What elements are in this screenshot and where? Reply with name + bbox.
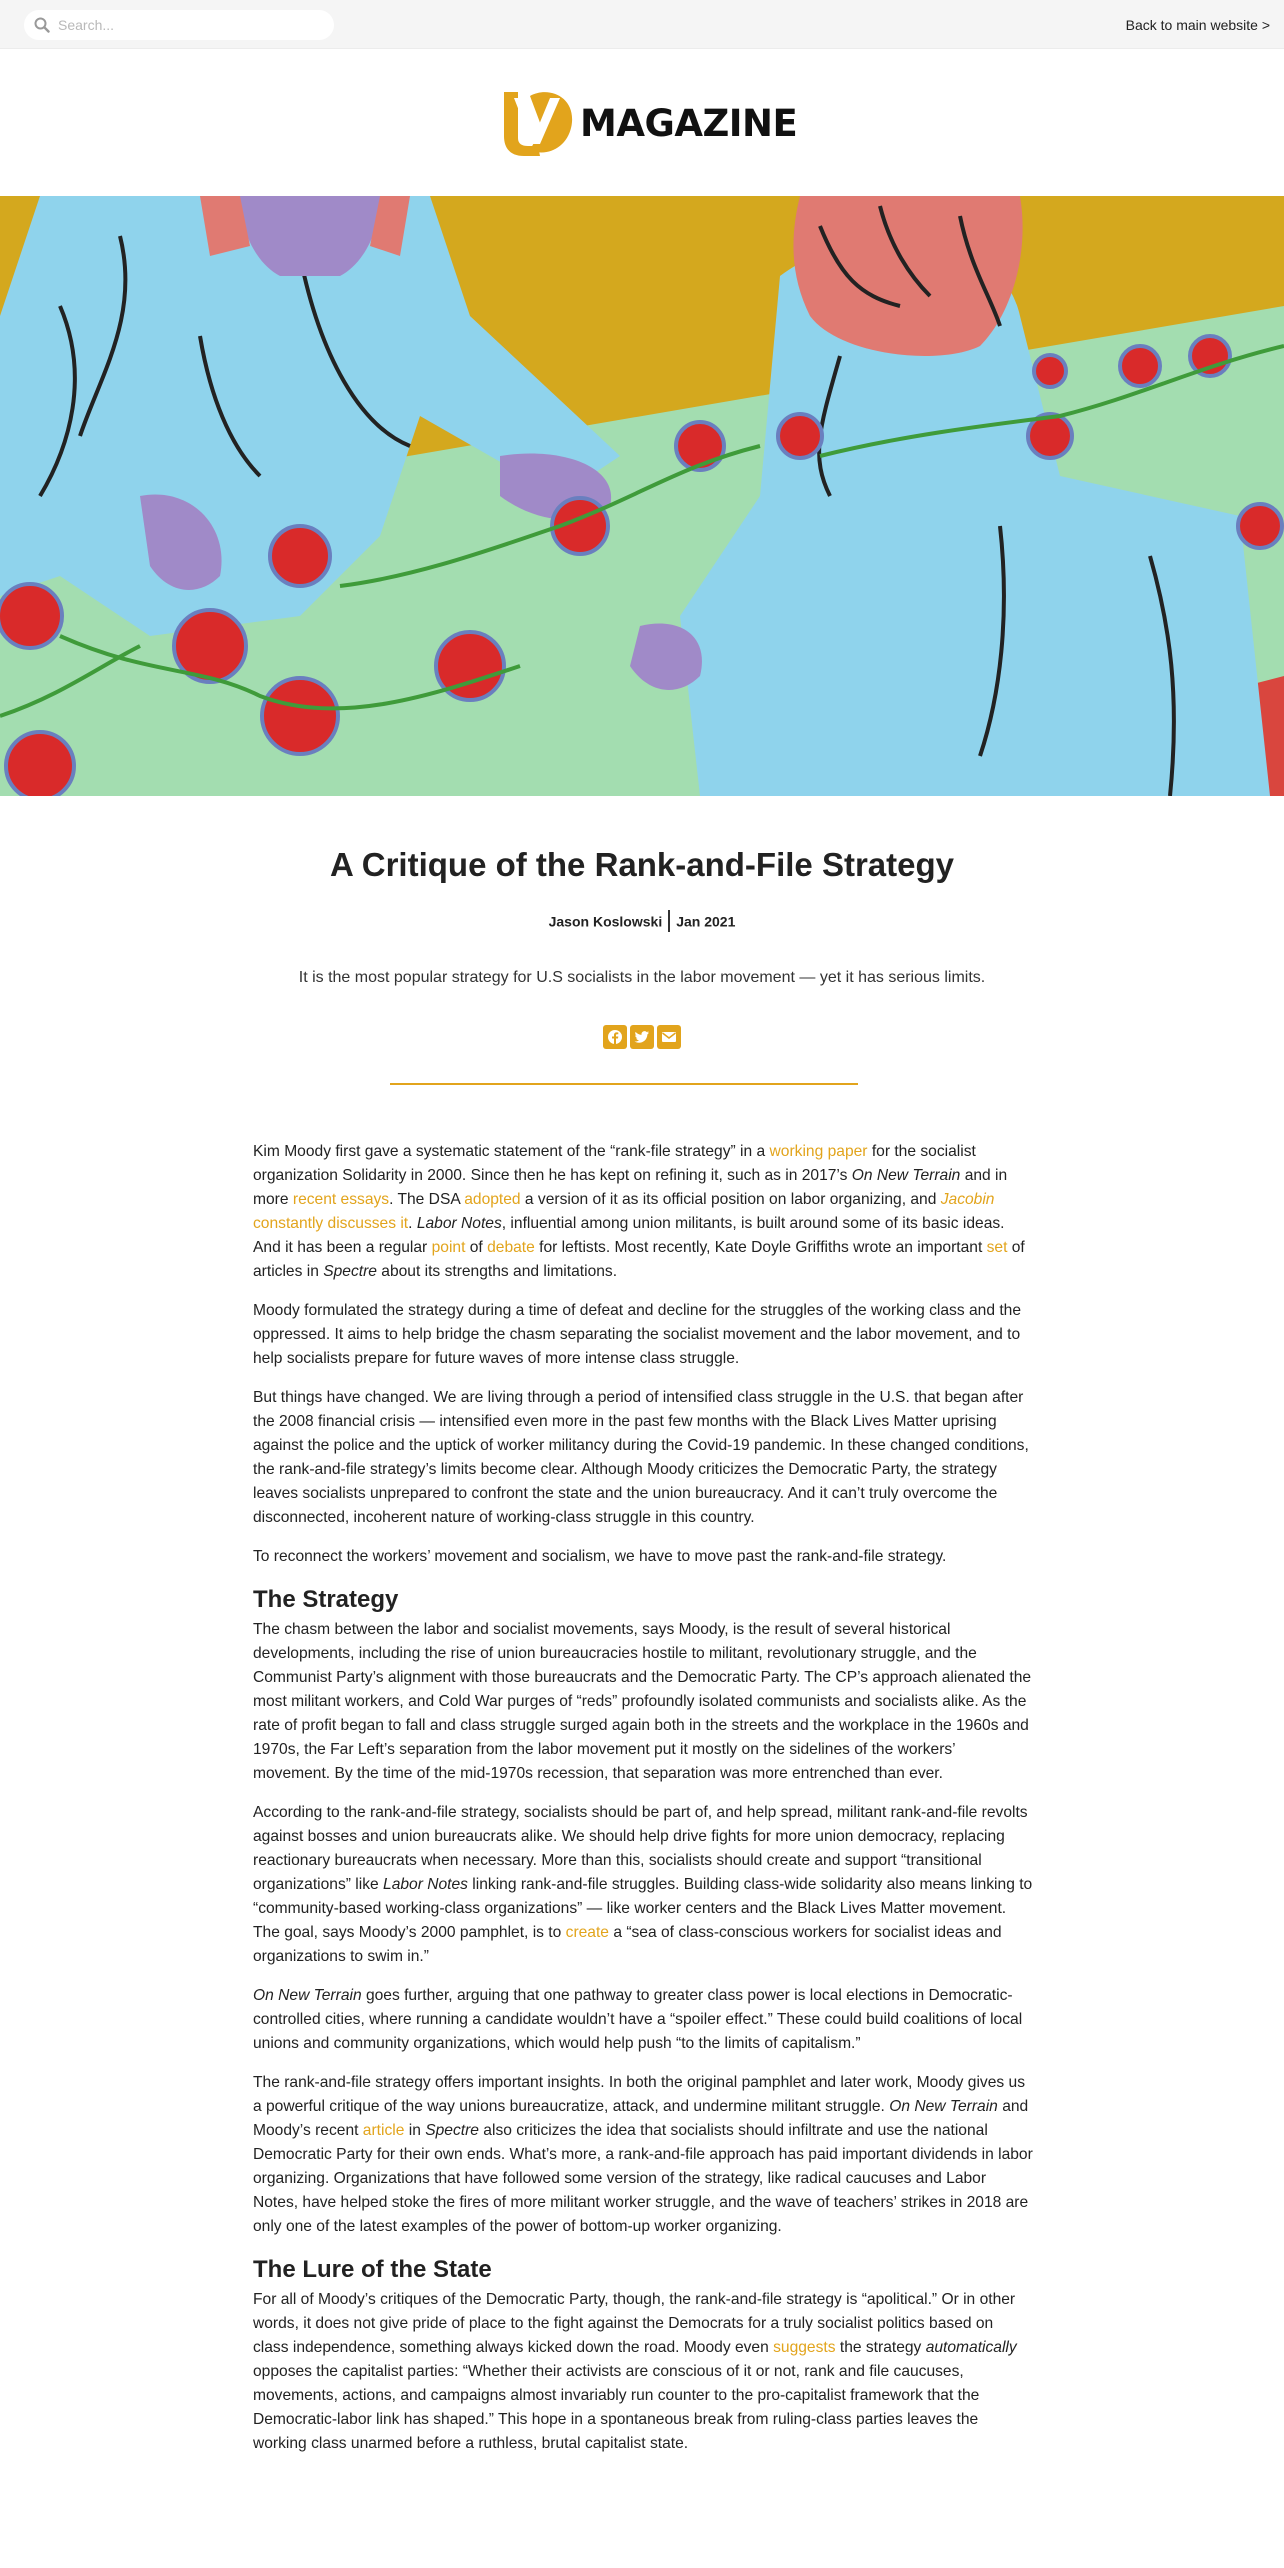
paragraph-2: Moody formulated the strategy during a time of defeat and decline for the struggles of the working class and the oppressed. It aims to help bridge the chasm separating the socialist movement and the labor movement, and to help socialists prepare for future waves of more intense class struggle. bbox=[253, 1302, 1021, 1367]
email-icon bbox=[661, 1029, 677, 1045]
italic-text: automatically bbox=[925, 2339, 1017, 2356]
lv-logo-mark bbox=[504, 88, 574, 156]
byline bbox=[0, 912, 1284, 934]
share-facebook-button[interactable] bbox=[603, 1025, 627, 1049]
paragraph-8 bbox=[253, 2071, 1033, 2239]
text: of bbox=[465, 1239, 488, 1256]
text: . bbox=[408, 1215, 417, 1232]
top-bar bbox=[0, 0, 1284, 49]
italic-text: On New Terrain bbox=[889, 2098, 998, 2115]
byline-divider bbox=[668, 910, 670, 932]
italic-text: Labor Notes bbox=[416, 1215, 502, 1232]
link-article[interactable]: article bbox=[362, 2122, 405, 2139]
text: a version of it as its official position on labor organizing, and bbox=[520, 1191, 941, 1208]
share-email-button[interactable] bbox=[657, 1025, 681, 1049]
text: , influential among union militants, is built around some of its basic ideas. And it has been a regular bbox=[253, 1215, 1005, 1256]
text: about its strengths and limitations. bbox=[376, 1263, 618, 1280]
link-point[interactable]: point bbox=[431, 1239, 466, 1256]
italic-text: Jacobin bbox=[940, 1191, 995, 1208]
paragraph-3: But things have changed. We are living through a period of intensified class struggle in the U.S. that began after the 2008 financial crisis — intensified even more in the past few months with the Black Lives Matter uprising against the police and the uptick of worker militancy during the Covid-19 pandemic. In these changed conditions, the rank-and-file strategy’s limits become clear. Although Moody criticizes the Democratic Party, the strategy leaves socialists unprepared to confront the state and the union bureaucracy. And it can’t truly overcome the disconnected, incoherent nature of working-class struggle in this country. bbox=[253, 1389, 1029, 1526]
text: linking rank-and-file struggles. Building class-wide solidarity also means linking to “community-based working-class organizations” — like worker centers and the Black Lives Matter movement. The goal, says Moody’s 2000 pamphlet, is to bbox=[253, 1876, 1033, 1941]
text: in bbox=[404, 2122, 426, 2139]
text: and Moody’s recent bbox=[253, 2098, 1029, 2139]
paragraph-1 bbox=[253, 1140, 1033, 1284]
text: constantly discusses it bbox=[253, 1215, 409, 1232]
section-heading-strategy: The Strategy bbox=[253, 1586, 399, 1613]
text: of articles in bbox=[253, 1239, 1025, 1280]
search-box[interactable] bbox=[24, 10, 334, 40]
paragraph-4: To reconnect the workers’ movement and socialism, we have to move past the rank-and-file strategy. bbox=[253, 1548, 947, 1565]
text: Kim Moody first gave a systematic statement of the “rank-file strategy” in a bbox=[253, 1143, 770, 1160]
share-buttons bbox=[603, 1025, 681, 1049]
twitter-icon bbox=[634, 1029, 650, 1045]
hero-illustration bbox=[0, 196, 1284, 796]
paragraph-6 bbox=[253, 1801, 1033, 1969]
paragraph-5: The chasm between the labor and socialist movements, says Moody, is the result of several historical developments, including the rise of union bureaucracies hostile to militant, revolutionary struggle, and the Communist Party’s alignment with those bureaucrats and the Democratic Party. The CP’s approach alienated the most militant workers, and Cold War purges of “reds” profoundly isolated communists and socialists alike. As the rate of profit began to fall and class struggle surged again both in the streets and the workplace in the 1960s and 1970s, the Far Left’s separation from the labor movement put it mostly on the sidelines of the workers’ movement. By the time of the mid-1970s recession, that separation was more entrenched than ever. bbox=[253, 1621, 1032, 1782]
search-input[interactable] bbox=[58, 14, 318, 36]
text: for the socialist organization Solidarity in 2000. Since then he has kept on refining it, such as in 2017’s bbox=[253, 1143, 976, 1184]
italic-text: Labor Notes bbox=[383, 1876, 468, 1893]
article-subtitle: It is the most popular strategy for U.S socialists in the labor movement — yet it has serious limits. bbox=[298, 969, 986, 986]
facebook-icon bbox=[607, 1029, 623, 1045]
site-logo[interactable] bbox=[504, 86, 798, 158]
link-adopted[interactable]: adopted bbox=[464, 1191, 521, 1208]
back-to-main-website-link[interactable]: Back to main website > bbox=[1125, 17, 1270, 33]
italic-text: Spectre bbox=[323, 1263, 377, 1280]
article-body bbox=[253, 1140, 1033, 2471]
text: the strategy bbox=[835, 2339, 926, 2356]
header-divider bbox=[390, 1083, 858, 1085]
italic-text: On New Terrain bbox=[851, 1167, 961, 1184]
section-heading-lure-of-the-state: The Lure of the State bbox=[253, 2256, 492, 2283]
text: and in more bbox=[253, 1167, 1008, 1208]
publish-date: Jan 2021 bbox=[676, 913, 736, 930]
article-title: A Critique of the Rank-and-File Strategy bbox=[329, 846, 954, 883]
link-debate[interactable]: debate bbox=[487, 1239, 535, 1256]
text: According to the rank-and-file strategy, socialists should be part of, and help spread, militant rank-and-file revolts against bosses and union bureaucrats alike. We should help drive fights for more union democracy, replacing reactionary bureaucrats when necessary. More than this, socialists should create and support “transitional organizations” like bbox=[253, 1804, 1028, 1893]
text: also criticizes the idea that socialists should infiltrate and use the national Democratic Party for their own ends. What’s more, a rank-and-file approach has paid important dividends in labor organizing. Organizations that have followed some version of the strategy, like radical caucuses and Labor Notes, have helped stoke the fires of more militant worker struggle, and the wave of teachers’ strikes in 2018 are only one of the latest examples of the power of bottom-up worker organizing. bbox=[253, 2122, 1033, 2235]
link-set[interactable]: set bbox=[986, 1239, 1008, 1256]
link-suggests[interactable]: suggests bbox=[773, 2339, 836, 2356]
text: for leftists. Most recently, Kate Doyle Griffiths wrote an important bbox=[534, 1239, 987, 1256]
link-recent-essays[interactable]: recent essays bbox=[292, 1191, 390, 1208]
text: a “sea of class-conscious workers for socialist ideas and organizations to swim in.” bbox=[253, 1924, 1002, 1965]
paragraph-7 bbox=[253, 1984, 1033, 2056]
text: The rank-and-file strategy offers important insights. In both the original pamphlet and later work, Moody gives us a powerful critique of the way unions bureaucratize, attack, and undermine militant struggle. bbox=[253, 2074, 1025, 2115]
text: . The DSA bbox=[389, 1191, 465, 1208]
share-twitter-button[interactable] bbox=[630, 1025, 654, 1049]
paragraph-9 bbox=[253, 2288, 1033, 2456]
logo-wordmark: MAGAZINE bbox=[580, 102, 798, 145]
text: goes further, arguing that one pathway to greater class power is local elections in Democratic-controlled cities, where running a candidate wouldn’t have a “spoiler effect.” These could build coalitions of local unions and community organizations, which would help push “to the limits of capitalism.” bbox=[253, 1987, 1023, 2052]
author-name[interactable]: Jason Koslowski bbox=[548, 913, 663, 930]
italic-text: On New Terrain bbox=[253, 1987, 362, 2004]
italic-text: Spectre bbox=[425, 2122, 479, 2139]
link-working-paper[interactable]: working paper bbox=[769, 1143, 868, 1160]
search-icon bbox=[34, 17, 50, 33]
text: opposes the capitalist parties: “Whether their activists are conscious of it or not, rank and file caucuses, movements, actions, and campaigns almost invariably run counter to the pro-capitalist framework that the Democratic-labor link has shaped.” This hope in a spontaneous break from ruling-class parties leaves the working class unarmed before a ruthless, brutal capitalist state. bbox=[253, 2363, 980, 2452]
text: For all of Moody’s critiques of the Democratic Party, though, the rank-and-file strategy is “apolitical.” Or in other words, it does not give pride of place to the fight against the Democrats for a truly socialist politics based on class independence, something always kicked down the road. Moody even bbox=[253, 2291, 1016, 2356]
link-create[interactable]: create bbox=[565, 1924, 609, 1941]
